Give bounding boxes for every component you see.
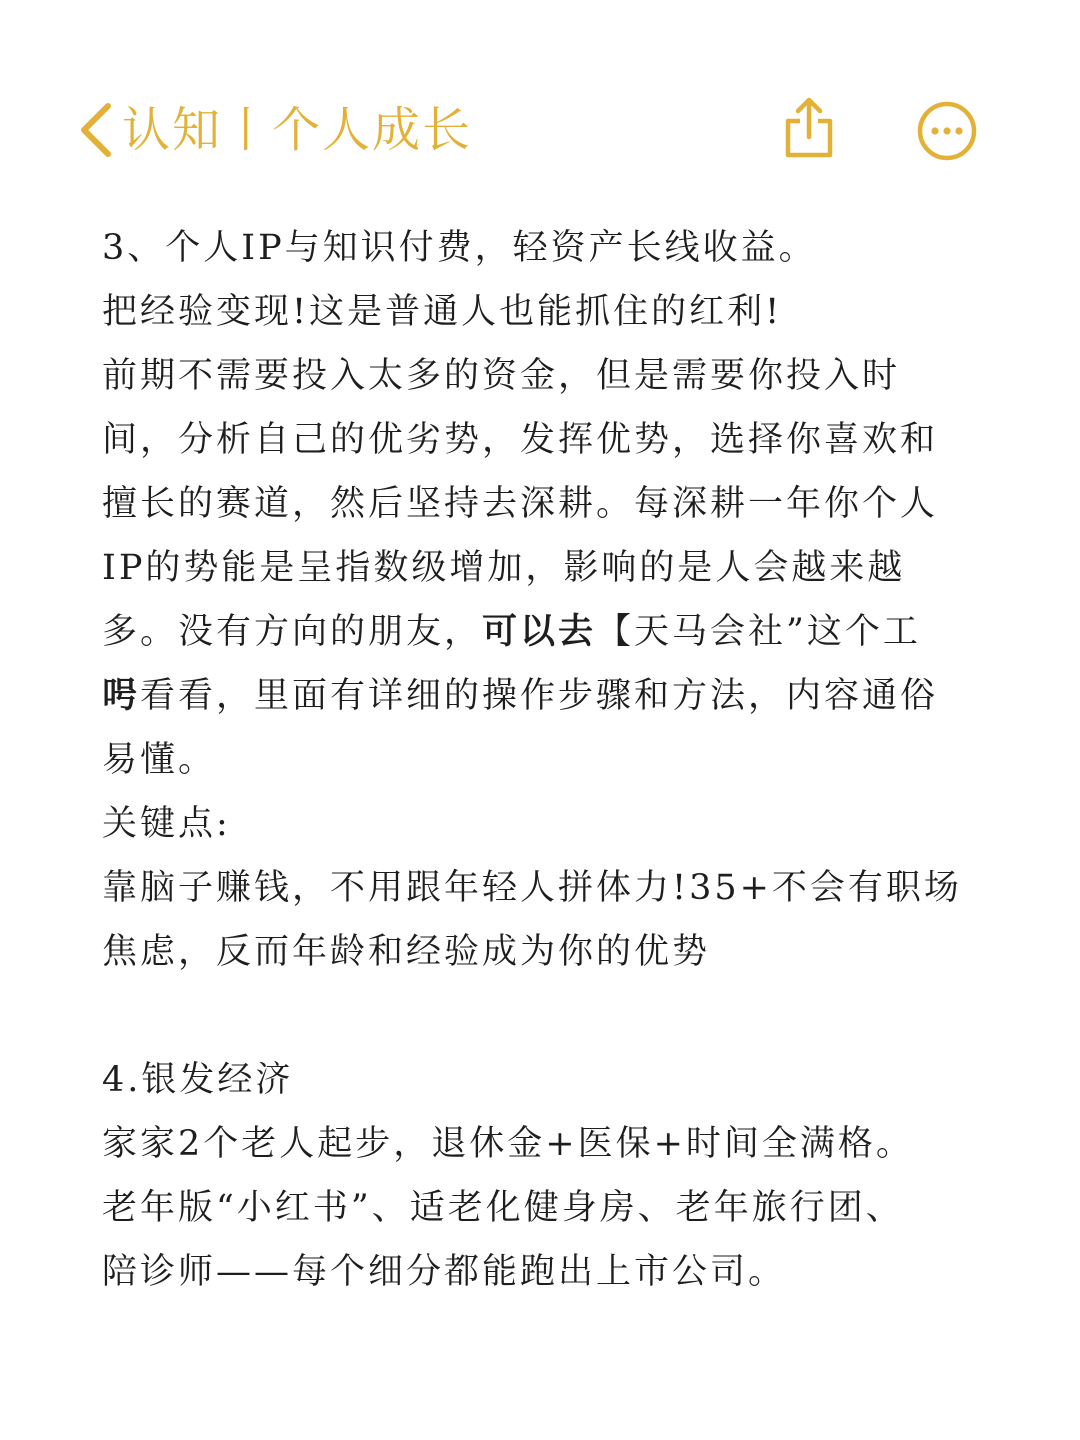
note-line: 易懂。 — [102, 740, 217, 780]
note-line: 间，分析自己的优劣势，发挥优势，选择你喜欢和 — [102, 420, 939, 460]
line-text: 多。没有方向的朋友， — [102, 612, 483, 652]
more-icon — [916, 100, 978, 162]
note-line: 焦虑，反而年龄和经验成为你的优势 — [102, 932, 711, 972]
chevron-left-icon — [76, 102, 114, 158]
share-icon — [782, 97, 836, 159]
note-body — [102, 216, 970, 1304]
line-text: 看看，里面有详细的操作步骤和方法，内容通俗 — [140, 676, 939, 716]
note-line: 把经验变现!这是普通人也能抓住的红利! — [102, 292, 783, 332]
line-text: 【天马会社”这个工 — [596, 612, 921, 652]
bold-text: 可以去 — [482, 612, 597, 652]
page-title: 认知丨个人成长 — [122, 102, 473, 158]
back-button[interactable] — [70, 96, 120, 164]
note-line: 3、个人IP与知识付费，轻资产长线收益。 — [102, 228, 817, 268]
note-line: 前期不需要投入太多的资金，但是需要你投入时 — [102, 356, 901, 396]
note-line: 老年版“小红书”、适老化健身房、老年旅行团、 — [102, 1188, 904, 1228]
note-line — [102, 664, 970, 728]
note-line: 擅长的赛道，然后坚持去深耕。每深耕一年你个人 — [102, 484, 939, 524]
top-nav-bar — [0, 78, 1080, 182]
note-line: 关键点: — [102, 804, 231, 844]
note-line: 4.银发经济 — [102, 1060, 294, 1100]
note-line — [102, 600, 970, 664]
note-line: 靠脑子赚钱，不用跟年轻人拼体力!35+不会有职场 — [102, 868, 962, 908]
share-button[interactable] — [776, 92, 842, 164]
more-button[interactable] — [914, 98, 980, 164]
blank-line — [102, 984, 970, 1048]
note-line: IP的势能是呈指数级增加，影响的是人会越来越 — [102, 548, 906, 588]
bold-text: 呺 — [102, 676, 141, 716]
note-line: 陪诊师——每个细分都能跑出上市公司。 — [102, 1252, 787, 1292]
note-line: 家家2个老人起步，退休金+医保+时间全满格。 — [102, 1124, 914, 1164]
